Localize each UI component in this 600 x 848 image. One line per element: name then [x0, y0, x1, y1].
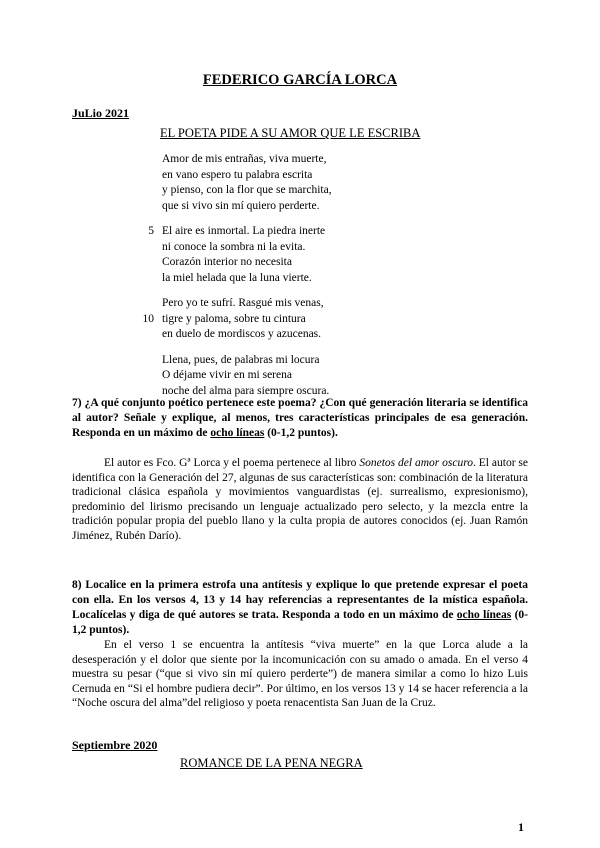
verse-7: Corazón interior no necesita: [162, 256, 292, 268]
verse-1: Amor de mis entrañas, viva muerte,: [162, 153, 327, 165]
question-7: 7) ¿A qué conjunto poético pertenece este poema? ¿Con qué generación literaria se identifica al autor? Señale y explique, al menos, tres características principales de esa generación. Responda en un máximo de ocho líneas (0-1,2 puntos).: [72, 397, 528, 439]
section-date-september-2020: Septiembre 2020: [72, 738, 158, 752]
verse-4: que si vivo sin mí quiero perderte.: [162, 199, 320, 212]
poem-title-2: ROMANCE DE LA PENA NEGRA: [180, 756, 363, 770]
page-number: 1: [518, 820, 524, 834]
page-title: FEDERICO GARCÍA LORCA: [202, 72, 398, 88]
section-date-july-2021: JuLio 2021: [72, 106, 130, 120]
verse-2: en vano espero tu palabra escrita: [162, 168, 313, 181]
verse-6: ni conoce la sombra ni la evita.: [162, 240, 306, 253]
line-number-10: 10: [142, 312, 154, 325]
stanza-1: [162, 152, 332, 214]
verse-5: 5 El aire es inmortal. La piedra inerte: [162, 224, 332, 240]
verse-12: Llena, pues, de palabras mi locura: [162, 353, 320, 366]
verse-3: y pienso, con la flor que se marchita,: [162, 184, 332, 196]
verse-13: O déjame vivir en mi serena: [162, 369, 292, 381]
line-number-5: 5: [148, 225, 154, 237]
stanza-3: [142, 296, 332, 343]
stanza-2: [148, 224, 332, 286]
question-8: 8) Localice en la primera estrofa una antítesis y explique lo que pretende expresar el poeta con ella. En los versos 4, 13 y 14 hay referencias a representantes de la mística española. Localícelas y diga de qué autores se trata. Responda a todo en un máximo de ocho líneas (0-1,2 puntos).: [72, 579, 528, 636]
verse-8: la miel helada que la luna vierte.: [162, 271, 312, 284]
poem: [142, 152, 332, 409]
poem-title: EL POETA PIDE A SU AMOR QUE LE ESCRIBA: [160, 126, 421, 140]
stanza-4: [162, 353, 332, 400]
answer-8: En el verso 1 se encuentra la antítesis “viva muerte” en la que Lorca alude a la desesperación y el dolor que siente por la incomunicación con su amado o amada. En el verso 4 muestra su pesar (“que si vivo sin mí quiero perderte”) de manera similar a como lo hizo Luis Cernuda en “Si el hombre pudiera decir”. Por último, en los versos 13 y 14 se hacer referencia a la “Noche oscura del alma”del religioso y poeta renacentista San Juan de la Cruz.: [72, 639, 528, 709]
verse-11: en duelo de mordiscos y azucenas.: [162, 328, 322, 340]
verse-9: Pero yo te sufrí. Rasgué mis venas,: [162, 297, 324, 309]
verse-10: 10 tigre y paloma, sobre tu cintura: [162, 312, 332, 328]
verse-14: noche del alma para siempre oscura.: [162, 384, 330, 397]
answer-7: El autor es Fco. Gª Lorca y el poema pertenece al libro Sonetos del amor oscuro. El autor se identifica con la Generación del 27, algunas de sus características son: combinación de la literatura tradicional clásica española y movimientos vanguardistas (ej. surrealismo, expresionismo), predominio del lirismo precisando un lenguaje actualizado pero selecto, y la mezcla entre la tradición popular propia del pueblo llano y la culta propia de autores conocidos (ej. Juan Ramón Jiménez, Rubén Darío).: [72, 457, 528, 542]
